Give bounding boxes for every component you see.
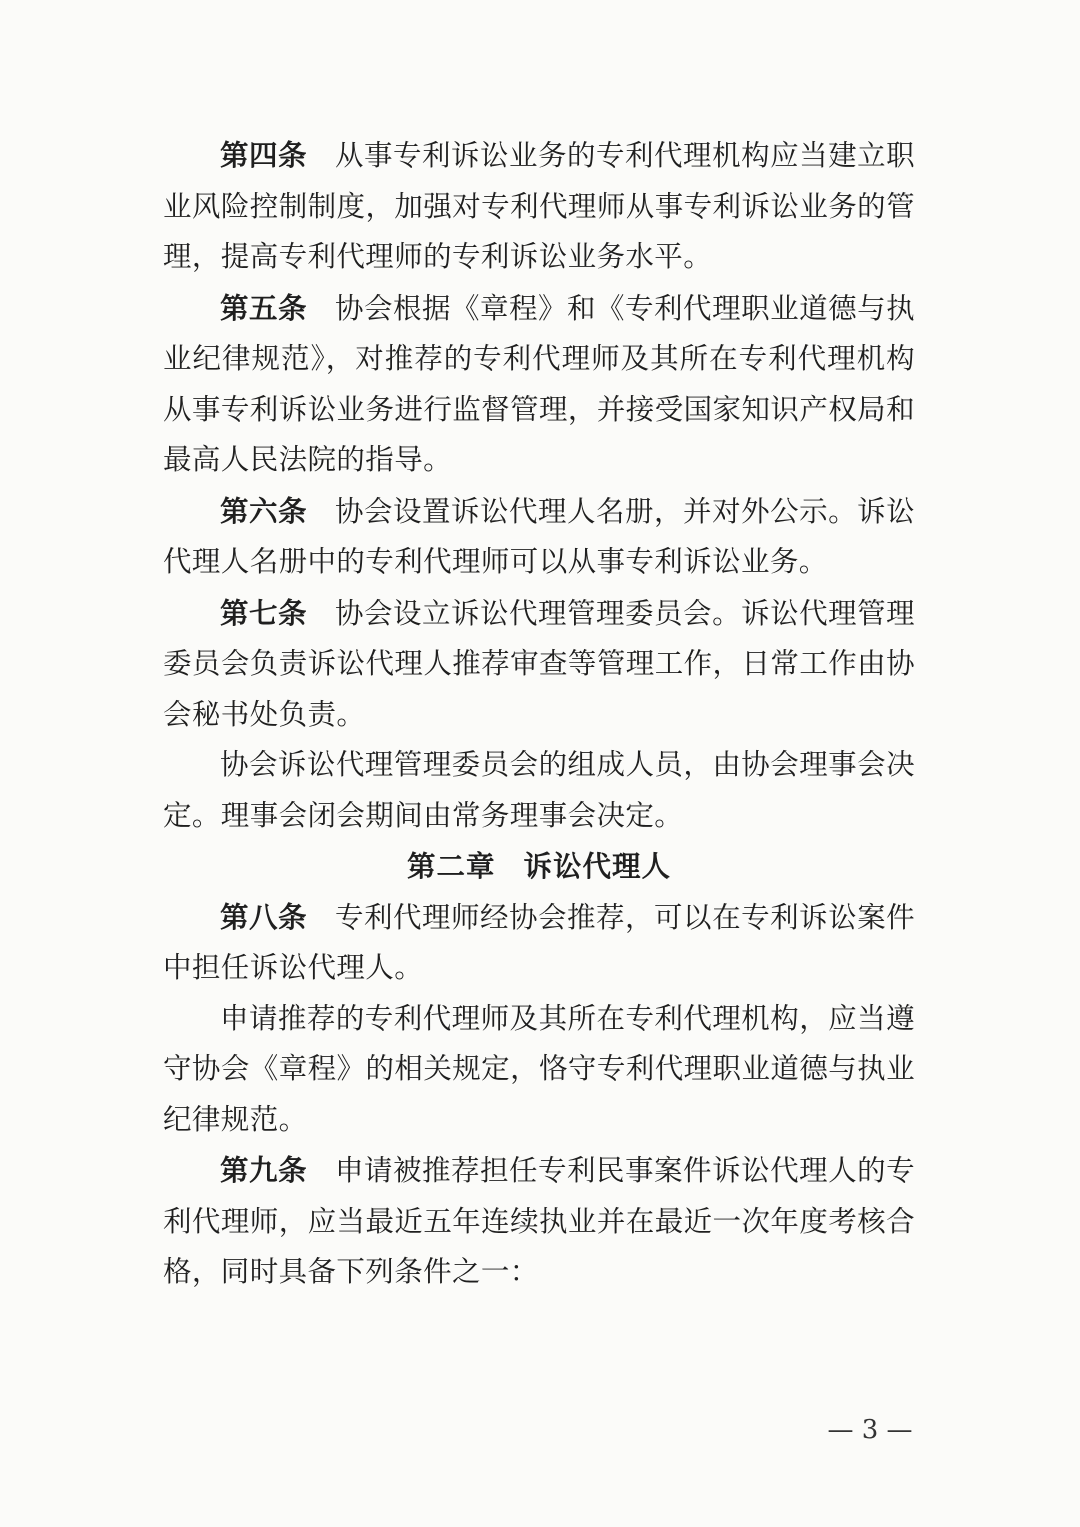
article-text: 从事专利诉讼业务的专利代理机构应当建立职业风险控制制度，加强对专利代理师从事专利诉讼业务的管理，提高专利代理师的专利诉讼业务水平。 [163,139,915,273]
article-label: 第七条 [220,595,308,630]
article-text: 协会根据《章程》和《专利代理职业道德与执业纪律规范》，对推荐的专利代理师及其所在专利代理机构从事专利诉讼业务进行监督管理，并接受国家知识产权局和最高人民法院的指导。 [163,291,915,476]
article-7-paragraph-2 [163,740,915,841]
article-label: 第六条 [220,493,308,528]
document-page [163,130,915,1298]
article-text: 申请被推荐担任专利民事案件诉讼代理人的专利代理师，应当最近五年连续执业并在最近一次年度考核合格，同时具备下列条件之一： [163,1154,915,1288]
chapter-title: 诉讼代理人 [523,849,672,883]
article-5 [163,283,915,486]
article-9 [163,1145,915,1298]
article-8-paragraph-2 [163,994,915,1146]
article-8 [163,892,915,994]
article-text: 协会诉讼代理管理委员会的组成人员，由协会理事会决定。理事会闭会期间由常务理事会决定。 [163,748,915,832]
article-text: 协会设置诉讼代理人名册，并对外公示。诉讼代理人名册中的专利代理师可以从事专利诉讼业务。 [163,494,915,578]
article-text: 协会设立诉讼代理管理委员会。诉讼代理管理委员会负责诉讼代理人推荐审查等管理工作，日常工作由协会秘书处负责。 [163,596,915,731]
page-number: — 3 — [827,1415,913,1445]
article-4 [163,130,915,283]
chapter-heading [163,841,915,892]
article-label: 第九条 [220,1153,308,1187]
article-label: 第五条 [220,290,308,325]
article-text: 专利代理师经协会推荐，可以在专利诉讼案件中担任诉讼代理人。 [163,900,915,984]
chapter-number: 第二章 [406,849,496,883]
article-text: 申请推荐的专利代理师及其所在专利代理机构，应当遵守协会《章程》的相关规定，恪守专利代理职业道德与执业纪律规范。 [163,1001,915,1136]
article-label: 第八条 [220,899,308,934]
article-label: 第四条 [220,138,308,172]
article-7 [163,588,915,741]
article-6 [163,486,915,588]
